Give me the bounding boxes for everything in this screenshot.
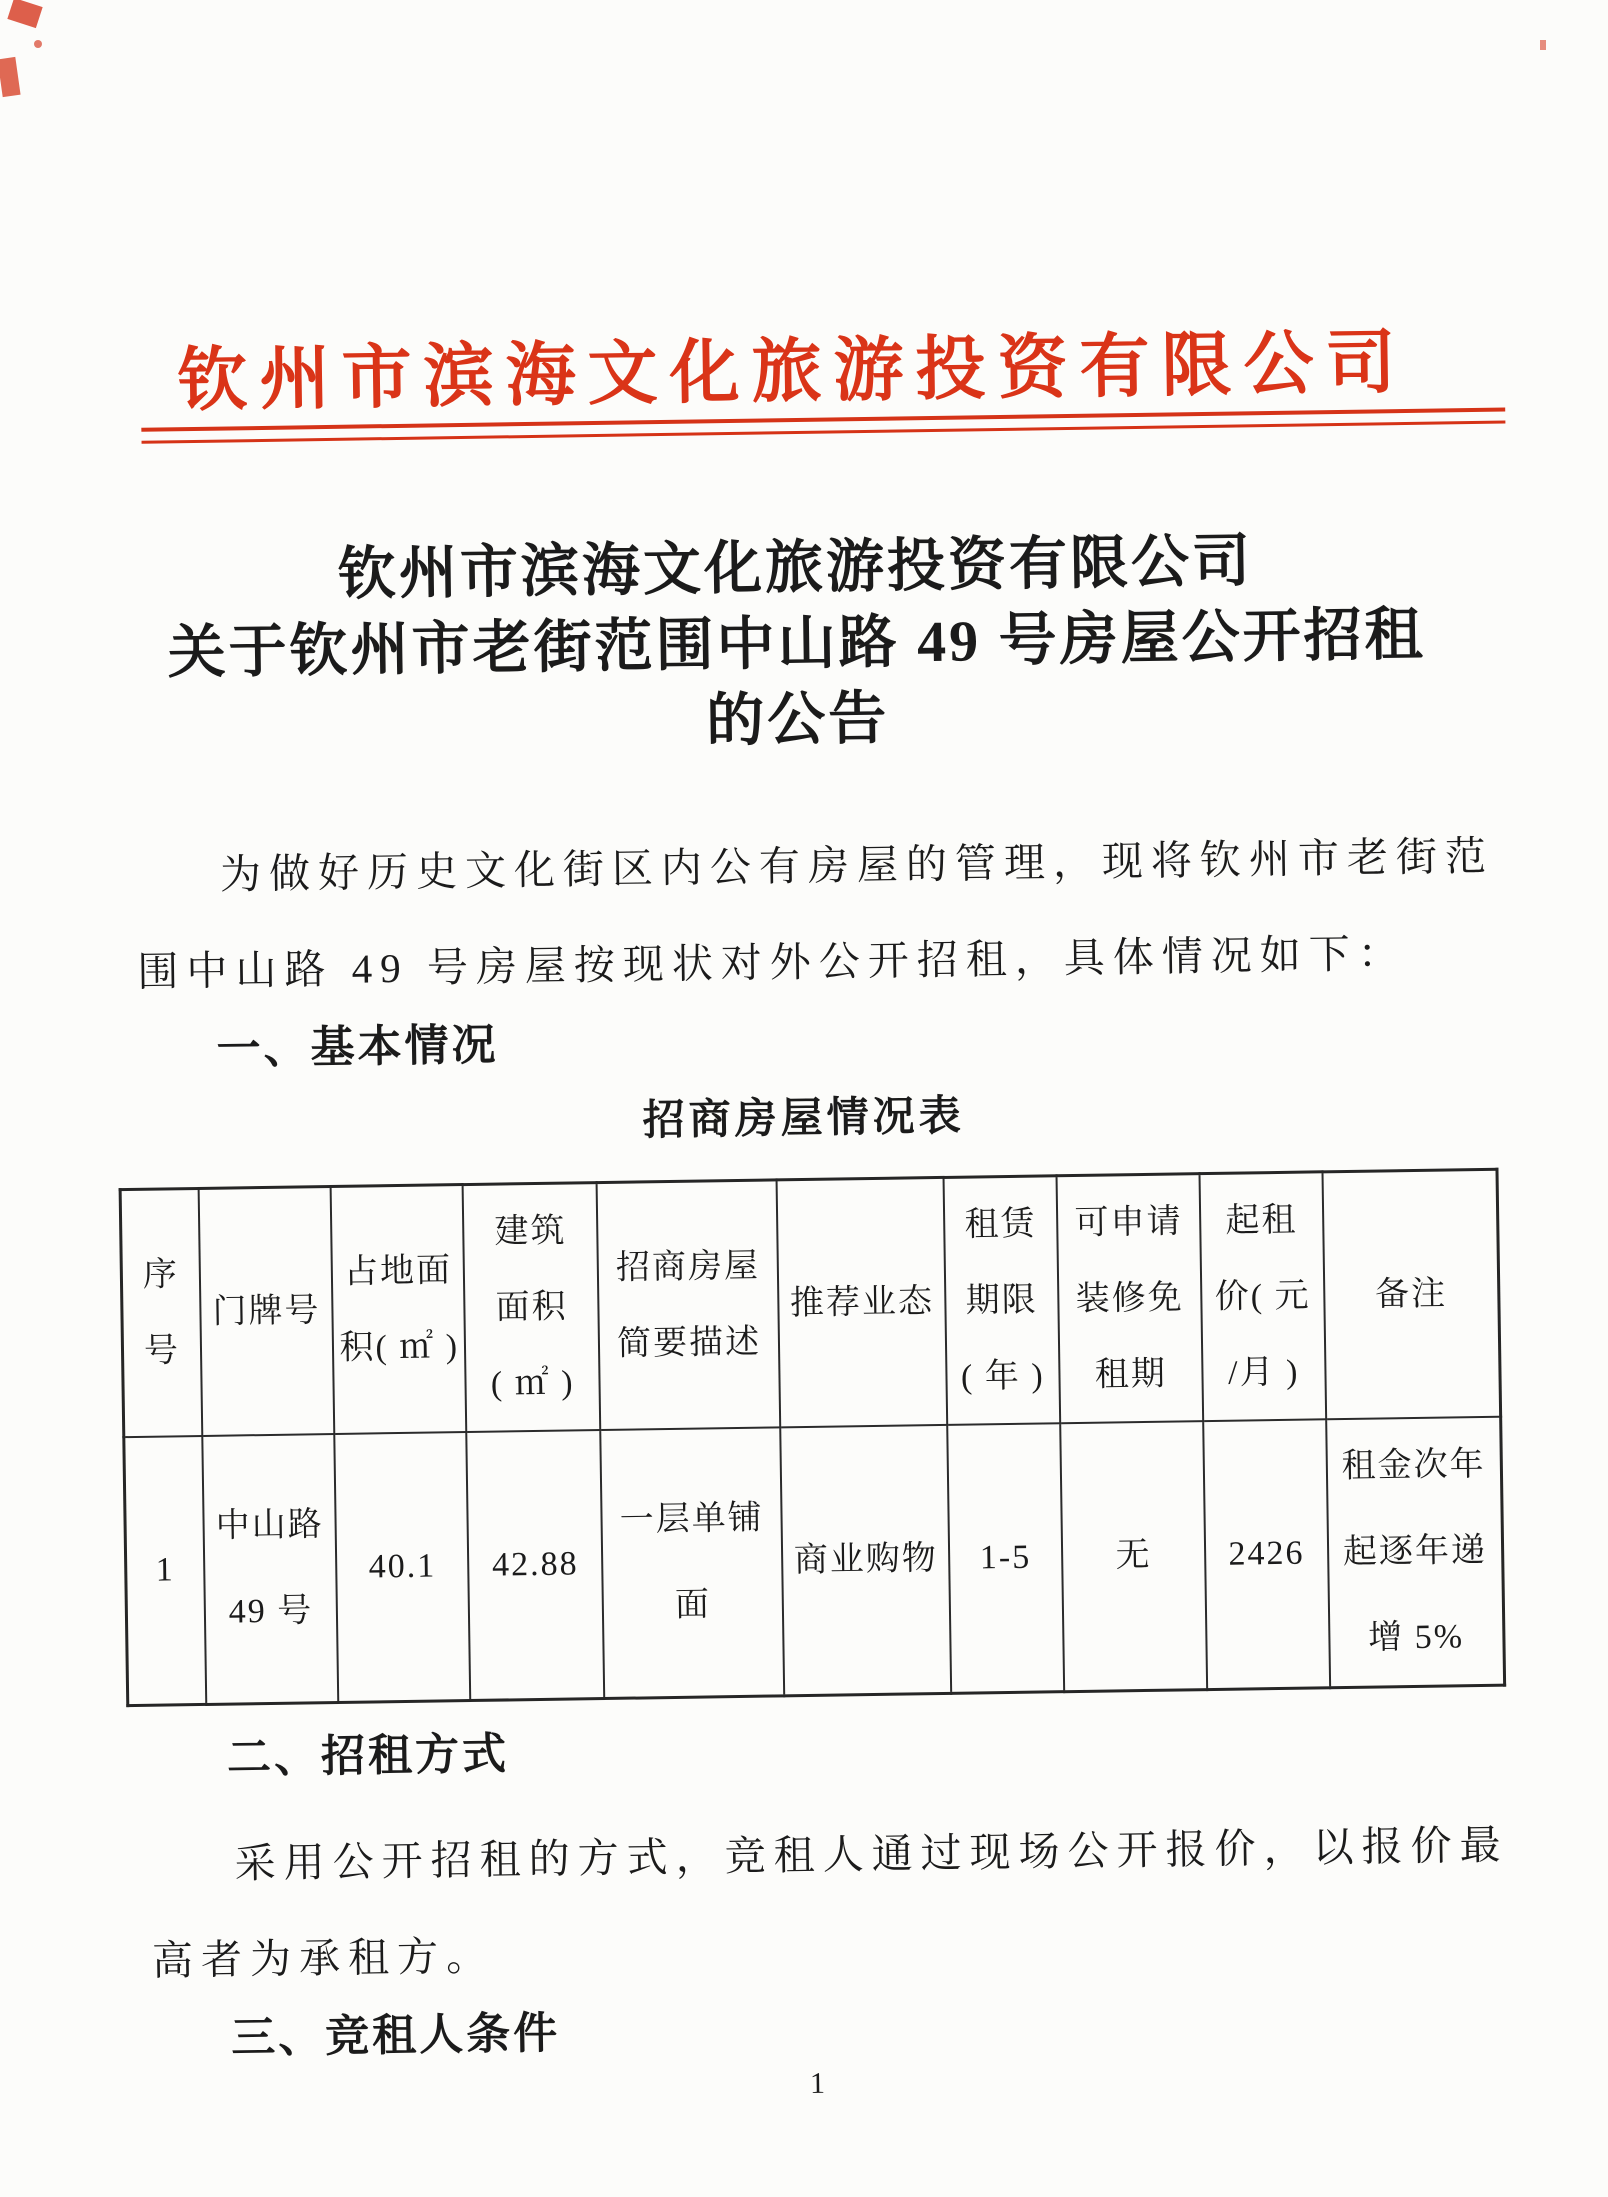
table-cell-rent-free: 无 <box>1060 1421 1207 1692</box>
document-title-line-3: 的公告 <box>705 686 890 754</box>
section-3-heading: 三、竞租人条件 <box>230 2008 561 2063</box>
letterhead-company-name: 钦州市滨海文化旅游投资有限公司 <box>177 324 1409 421</box>
table-header-cell-floor-area: 建筑 面积 ( ㎡ ) <box>463 1183 600 1432</box>
table-cell-term: 1-5 <box>947 1423 1064 1693</box>
table-header-cell-rent-free: 可申请 装修免 租期 <box>1056 1174 1203 1423</box>
table-cell-address: 中山路 49 号 <box>202 1434 338 1704</box>
intro-paragraph: 为做好历史文化街区内公有房屋的管理，现将钦州市老街范 围中山路 49 号房屋按现状对外公开招租，具体情况如下： <box>137 833 1495 996</box>
document-title-line-2: 关于钦州市老街范围中山路 49 号房屋公开招租 <box>167 602 1427 686</box>
table-header-cell-business: 推荐业态 <box>777 1178 947 1427</box>
table-header-cell-remarks: 备注 <box>1322 1170 1501 1420</box>
table-cell-floor-area: 42.88 <box>467 1430 605 1700</box>
table-title: 招商房屋情况表 <box>642 1094 965 1145</box>
section-1-heading: 一、基本情况 <box>216 1020 499 1075</box>
table-header-cell-land-area: 占地面 积( ㎡ ) <box>331 1185 467 1434</box>
section-2-heading: 二、招租方式 <box>226 1729 510 1783</box>
table-cell-seq: 1 <box>124 1436 206 1706</box>
table-cell-remarks: 租金次年 起逐年递 增 5% <box>1326 1417 1505 1688</box>
section-2-paragraph: 采用公开招租的方式，竞租人通过现场公开报价，以报价最 高者为承租方。 <box>151 1821 1509 1984</box>
table-cell-description: 一层单铺面 <box>600 1427 784 1698</box>
lease-info-table <box>119 1168 1507 1707</box>
table-header-cell-address: 门牌号 <box>199 1187 335 1436</box>
table-header-cell-seq: 序 号 <box>120 1189 202 1437</box>
document-title-line-1: 钦州市滨海文化旅游投资有限公司 <box>337 528 1254 608</box>
table-data-row <box>124 1417 1505 1706</box>
table-cell-business: 商业购物 <box>781 1425 952 1696</box>
page-number: 1 <box>809 2066 827 2100</box>
table-cell-start-price: 2426 <box>1203 1419 1330 1689</box>
table-header-cell-term: 租赁 期限 ( 年 ) <box>943 1176 1060 1425</box>
document-title <box>0 519 1602 771</box>
table-cell-land-area: 40.1 <box>334 1432 470 1702</box>
table-header-row <box>120 1170 1501 1437</box>
table-header-cell-description: 招商房屋 简要描述 <box>597 1180 781 1430</box>
table-header-cell-start-price: 起租 价( 元 /月 ) <box>1200 1172 1326 1421</box>
